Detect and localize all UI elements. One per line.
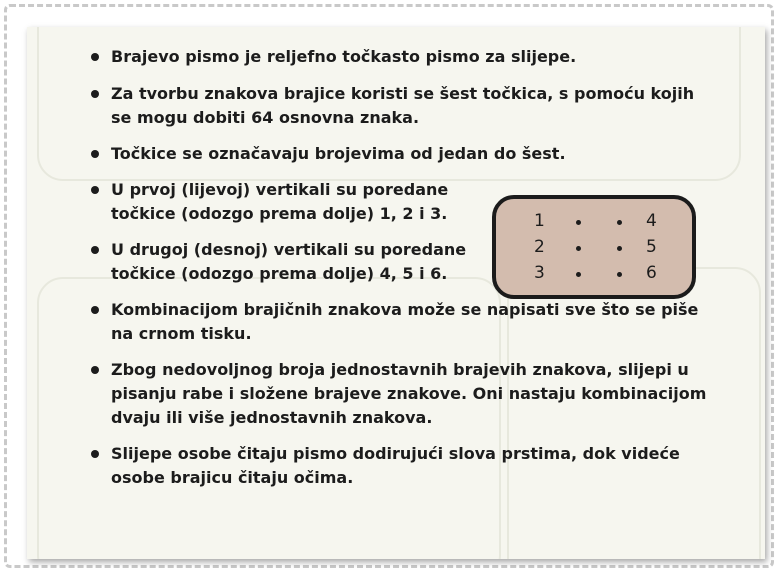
bullet-dot-icon — [91, 150, 99, 158]
braille-cell-diagram — [492, 195, 696, 299]
bullet-line: Brajevo pismo je reljefno točkasto pismo za slijepe. — [111, 47, 577, 66]
bullet-line: Za tvorbu znakova brajice koristi se šest točkica, s pomoću kojih — [111, 84, 695, 103]
bullet-line: na crnom tisku. — [111, 324, 252, 343]
bullet-dot-icon — [91, 90, 99, 98]
braille-dot — [617, 272, 622, 277]
bullet-item — [91, 82, 721, 130]
bullet-line: točkice (odozgo prema dolje) 4, 5 i 6. — [111, 264, 448, 283]
bullet-dot-icon — [91, 186, 99, 194]
bullet-line: se mogu dobiti 64 osnovna znaka. — [111, 108, 420, 127]
bullet-line: Zbog nedovoljnog broja jednostavnih brajevih znakova, slijepi u — [111, 360, 689, 379]
bullet-item — [91, 142, 721, 166]
dot-number-5: 5 — [646, 237, 657, 257]
dot-number-6: 6 — [646, 263, 657, 283]
bullet-line: pisanju rabe i složene brajeve znakove. Oni nastaju kombinacijom — [111, 384, 707, 403]
bullet-item — [91, 298, 721, 346]
bullet-dot-icon — [91, 450, 99, 458]
braille-dot — [576, 272, 581, 277]
bullet-dot-icon — [91, 366, 99, 374]
braille-dot — [617, 246, 622, 251]
bullet-line: osobe brajicu čitaju očima. — [111, 468, 354, 487]
bullet-item — [91, 442, 721, 490]
bullet-dot-icon — [91, 53, 99, 61]
bullet-line: U drugoj (desnoj) vertikali su poredane — [111, 240, 467, 259]
braille-dot — [576, 246, 581, 251]
bullet-item — [91, 238, 471, 286]
bullet-dot-icon — [91, 246, 99, 254]
bullet-line: točkice (odozgo prema dolje) 1, 2 i 3. — [111, 204, 448, 223]
dot-number-3: 3 — [534, 263, 545, 283]
dot-number-4: 4 — [646, 211, 657, 231]
photo-frame — [4, 4, 774, 568]
bullet-line: Kombinacijom brajičnih znakova može se napisati sve što se piše — [111, 300, 699, 319]
bullet-line: Slijepe osobe čitaju pismo dodirujući slova prstima, dok videće — [111, 444, 680, 463]
bullet-item — [91, 45, 721, 69]
braille-dot — [576, 220, 581, 225]
bullet-dot-icon — [91, 306, 99, 314]
bullet-item — [91, 178, 471, 226]
book-page — [27, 27, 765, 559]
bullet-line: U prvoj (lijevoj) vertikali su poredane — [111, 180, 449, 199]
bullet-item — [91, 358, 721, 430]
bullet-line: Točkice se označavaju brojevima od jedan do šest. — [111, 144, 566, 163]
braille-dot — [617, 220, 622, 225]
dot-number-2: 2 — [534, 237, 545, 257]
dot-number-1: 1 — [534, 211, 545, 231]
bullet-line: dvaju ili više jednostavnih znakova. — [111, 408, 433, 427]
